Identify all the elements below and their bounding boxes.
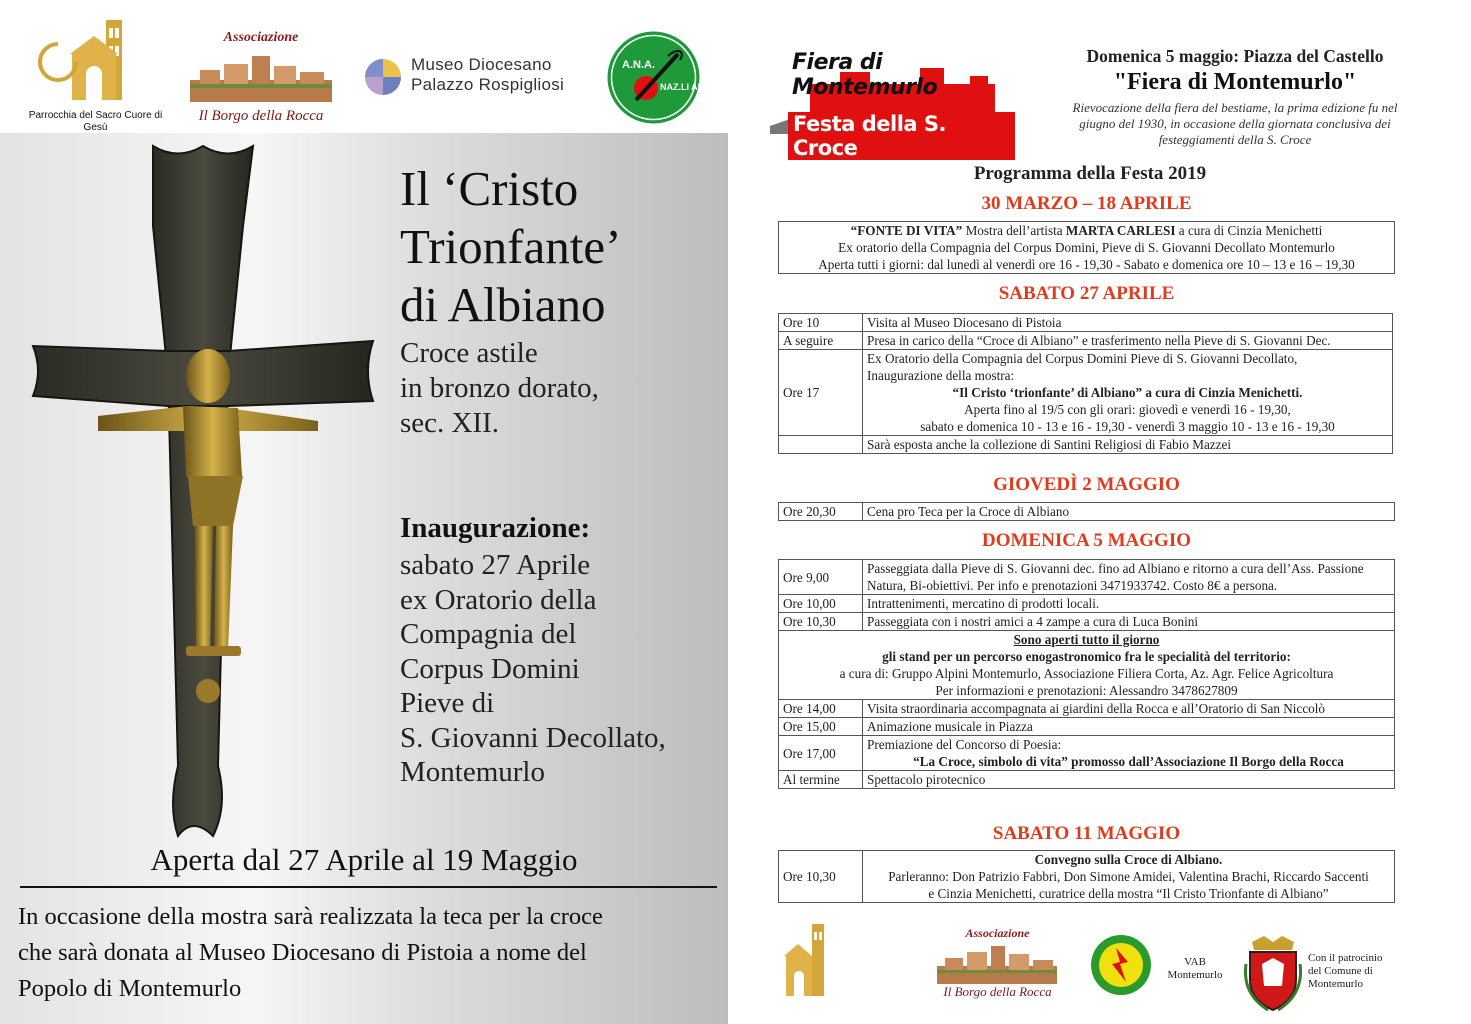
vab-line: VAB — [1184, 956, 1206, 968]
desc-cell: Sarà esposta anche la collezione di Santini Religiosi di Fabio Mazzei — [863, 436, 1393, 454]
desc-cell: Cena pro Teca per la Croce di Albiano — [863, 503, 1395, 521]
table-row — [779, 771, 1395, 789]
fonte-text: Mostra dell’artista — [962, 223, 1066, 238]
patrocinio-line: del Comune di — [1308, 965, 1373, 977]
desc-cell: Presa in carico della “Croce di Albiano” e trasferimento nella Pieve di S. Giovanni Dec. — [863, 332, 1393, 350]
borgo-label-bottom: Il Borgo della Rocca — [198, 108, 324, 124]
table-row — [779, 332, 1393, 350]
borgo-label-top: Associazione — [965, 926, 1030, 940]
table-row — [779, 350, 1393, 436]
comune-crest — [1242, 934, 1304, 1012]
table-row — [779, 595, 1395, 613]
parrocchia-caption-1: Parrocchia del Sacro Cuore di Gesù — [28, 110, 163, 133]
header-date: Domenica 5 maggio: Piazza del Castello — [1086, 46, 1384, 66]
desc-line: a cura di: Gruppo Alpini Montemurlo, Associazione Filiera Corta, Az. Agr. Felice Agricoltura — [839, 666, 1334, 681]
closing-line: che sarà donata al Museo Diocesano di Pistoia a nome del — [18, 939, 587, 966]
day-heading-2: SABATO 27 APRILE — [998, 283, 1175, 304]
patrocinio-line: Montemurlo — [1308, 978, 1363, 990]
patrocinio-caption — [1308, 952, 1408, 991]
table-row — [779, 314, 1393, 332]
desc-line: Sono aperti tutto il giorno — [1013, 632, 1160, 647]
table-row — [779, 222, 1395, 274]
desc-cell — [863, 736, 1395, 771]
table-row — [779, 503, 1395, 521]
desc-line: e Cinzia Menichetti, curatrice della mostra “Il Cristo Trionfante di Albiano” — [928, 886, 1329, 901]
inaugurazione-heading: Inaugurazione: — [400, 512, 591, 544]
time-cell: Ore 10,30 — [779, 613, 863, 631]
church-icon — [778, 920, 838, 1000]
fonte-artist: MARTA CARLESI — [1065, 223, 1176, 238]
desc-line: sabato e domenica 10 - 13 e 16 - 19,30 - venerdì 3 maggio 10 - 13 e 16 - 19,30 — [920, 419, 1335, 434]
museo-logo — [363, 55, 588, 100]
time-cell: Ore 20,30 — [779, 503, 863, 521]
time-cell: Ore 10,30 — [779, 851, 863, 903]
programma-title: Programma della Festa 2019 — [973, 163, 1207, 184]
desc-line: Rievocazione della fiera del bestiame, la prima edizione fu nel — [1072, 100, 1398, 115]
header-description — [1035, 100, 1435, 148]
closing-line: Popolo di Montemurlo — [18, 975, 242, 1002]
desc-line: Passeggiata dalla Pieve di S. Giovanni dec. fino ad Albiano e ritorno a cura dell’Ass. Passione — [867, 561, 1364, 576]
desc-cell: Visita straordinaria accompagnata ai giardini della Rocca e all’Oratorio di San Niccolò — [863, 700, 1395, 718]
table-row — [779, 436, 1393, 454]
alpini-text-left: A.N.A. — [622, 59, 655, 71]
poster-right — [730, 0, 1471, 1024]
table-cell — [779, 222, 1395, 274]
table-row — [779, 631, 1395, 700]
time-cell: A seguire — [779, 332, 863, 350]
desc-line: Convegno sulla Croce di Albiano. — [1034, 852, 1223, 867]
schedule-dom5 — [778, 559, 1395, 789]
desc-line: Inaugurazione della mostra: — [867, 368, 1015, 383]
table-row — [779, 613, 1395, 631]
time-cell: Ore 17,00 — [779, 736, 863, 771]
footer-parrocchia-logo — [778, 920, 838, 1000]
fiera-logo-bottom: Festa della S. Croce — [788, 112, 1015, 160]
vab-line: Montemurlo — [1167, 969, 1223, 981]
cross-illustration — [28, 146, 383, 841]
opening-dates: Aperta dal 27 Aprile al 19 Maggio — [150, 842, 578, 877]
time-cell: Ore 14,00 — [779, 700, 863, 718]
borgo-label-top: Associazione — [223, 30, 299, 45]
desc-line: Ex Oratorio della Compagnia del Corpus Domini Pieve di S. Giovanni Decollato, — [867, 351, 1298, 366]
museo-line-2: Palazzo Rospigliosi — [411, 75, 565, 94]
borgo-label-bottom: Il Borgo della Rocca — [943, 984, 1052, 999]
desc-cell: Passeggiata con i nostri amici a 4 zampe a cura di Luca Bonini — [863, 613, 1395, 631]
crucifix-icon — [28, 146, 383, 841]
desc-line: Natura, Bi-obiettivi. Per info e prenotazioni 3471933742. Costo 8€ a persona. — [867, 578, 1278, 593]
desc-line: Parleranno: Don Patrizio Fabbri, Don Simone Amidei, Valentina Brachi, Riccardo Saccenti — [888, 869, 1369, 884]
inaug-line: S. Giovanni Decollato, — [400, 721, 666, 754]
inaug-line: ex Oratorio della — [400, 583, 597, 616]
table-row — [779, 560, 1395, 595]
title-line-3: di Albiano — [400, 277, 606, 332]
desc-cell: Animazione musicale in Piazza — [863, 718, 1395, 736]
header-title: "Fiera di Montemurlo" — [1113, 69, 1357, 95]
desc-line: festeggiamenti della S. Croce — [1158, 132, 1312, 147]
subtitle-line-2: in bronzo dorato, — [400, 372, 599, 404]
fiera-logo-top: Fiera di Montemurlo — [792, 50, 938, 100]
schedule-fonte — [778, 221, 1395, 274]
table-row — [779, 736, 1395, 771]
desc-cell: Visita al Museo Diocesano di Pistoia — [863, 314, 1393, 332]
alpini-badge-icon — [606, 30, 721, 125]
time-cell: Ore 9,00 — [779, 560, 863, 595]
village-icon — [190, 50, 332, 102]
patrocinio-line: Con il patrocinio — [1308, 952, 1383, 964]
title-line-1: Il ‘Cristo — [400, 161, 579, 216]
alpini-logo — [606, 30, 721, 125]
desc-cell — [863, 350, 1393, 436]
day-heading-4: DOMENICA 5 MAGGIO — [982, 530, 1191, 551]
vab-badge-icon — [1090, 934, 1152, 996]
desc-line: Aperta fino al 19/5 con gli orari: giovedì e venerdì 16 - 19,30, — [964, 402, 1291, 417]
desc-cell: Intrattenimenti, mercatino di prodotti locali. — [863, 595, 1395, 613]
inaugurazione-details — [400, 548, 666, 790]
desc-line: “La Croce, simbolo di vita” promosso dall’Associazione Il Borgo della Rocca — [913, 754, 1344, 769]
footer-vab-badge — [1090, 934, 1152, 996]
time-cell: Al termine — [779, 771, 863, 789]
closing-text — [18, 899, 718, 1007]
divider — [20, 886, 717, 888]
desc-line: giugno del 1930, in occasione della giornata conclusiva dei — [1079, 116, 1391, 131]
inaug-line: Montemurlo — [400, 756, 545, 788]
time-cell: Ore 17 — [779, 350, 863, 436]
time-cell — [779, 436, 863, 454]
desc-cell — [863, 560, 1395, 595]
museo-emblem-icon — [363, 57, 405, 97]
table-row — [779, 700, 1395, 718]
village-icon — [937, 942, 1057, 984]
day-heading-5: SABATO 11 MAGGIO — [992, 823, 1181, 844]
desc-line: gli stand per un percorso enogastronomico fra le specialità del territorio: — [882, 649, 1291, 664]
stand-cell — [779, 631, 1395, 700]
fonte-location: Ex oratorio della Compagnia del Corpus Domini, Pieve di S. Giovanni Decollato Montemurlo — [838, 240, 1335, 255]
day-heading-3: GIOVEDÌ 2 MAGGIO — [993, 474, 1180, 495]
desc-cell: Spettacolo pirotecnico — [863, 771, 1395, 789]
logo-row — [0, 0, 728, 135]
inaug-line: Compagnia del — [400, 618, 577, 650]
fonte-hours: Aperta tutti i giorni: dal lunedì al venerdì ore 16 - 19,30 - Sabato e domenica ore 10 – 13 e 16 – 19,30 — [818, 257, 1355, 272]
exhibition-title — [400, 160, 621, 334]
desc-cell — [863, 851, 1395, 903]
inaug-line: Pieve di — [400, 687, 495, 719]
desc-line: Per informazioni e prenotazioni: Alessandro 3478627809 — [935, 683, 1238, 698]
desc-line: “Il Cristo ‘trionfante’ di Albiano” a cura di Cinzia Menichetti. — [952, 385, 1303, 400]
fiera-logo — [770, 50, 1015, 160]
fonte-curator: a cura di Cinzia Menichetti — [1175, 223, 1323, 238]
desc-line: Premiazione del Concorso di Poesia: — [867, 737, 1062, 752]
time-cell: Ore 15,00 — [779, 718, 863, 736]
subtitle-line-3: sec. XII. — [400, 407, 500, 439]
schedule-sab11 — [778, 850, 1395, 903]
church-icon — [18, 14, 173, 110]
borgo-logo — [186, 30, 336, 125]
exhibition-subtitle — [400, 336, 599, 441]
schedule-sab27 — [778, 313, 1393, 454]
time-cell: Ore 10 — [779, 314, 863, 332]
table-row — [779, 718, 1395, 736]
parrocchia-logo — [18, 14, 173, 136]
day-heading-1: 30 MARZO – 18 APRILE — [981, 193, 1192, 214]
poster-left — [0, 0, 728, 1024]
inaug-line: sabato 27 Aprile — [400, 549, 591, 581]
alpini-text-right: NAZ.LI ALPINI — [660, 82, 721, 92]
title-line-2: Trionfante’ — [400, 219, 622, 274]
fonte-title: “FONTE DI VITA” — [850, 223, 963, 238]
table-row — [779, 851, 1395, 903]
vab-caption — [1160, 956, 1230, 982]
footer-borgo-logo — [935, 926, 1060, 1002]
inaug-line: Corpus Domini — [400, 652, 580, 685]
closing-line: In occasione della mostra sarà realizzata la teca per la croce — [18, 903, 603, 930]
coat-of-arms-icon — [1242, 934, 1304, 1012]
time-cell: Ore 10,00 — [779, 595, 863, 613]
subtitle-line-1: Croce astile — [400, 337, 538, 369]
museo-line-1: Museo Diocesano — [411, 55, 552, 74]
schedule-gio2 — [778, 502, 1395, 521]
